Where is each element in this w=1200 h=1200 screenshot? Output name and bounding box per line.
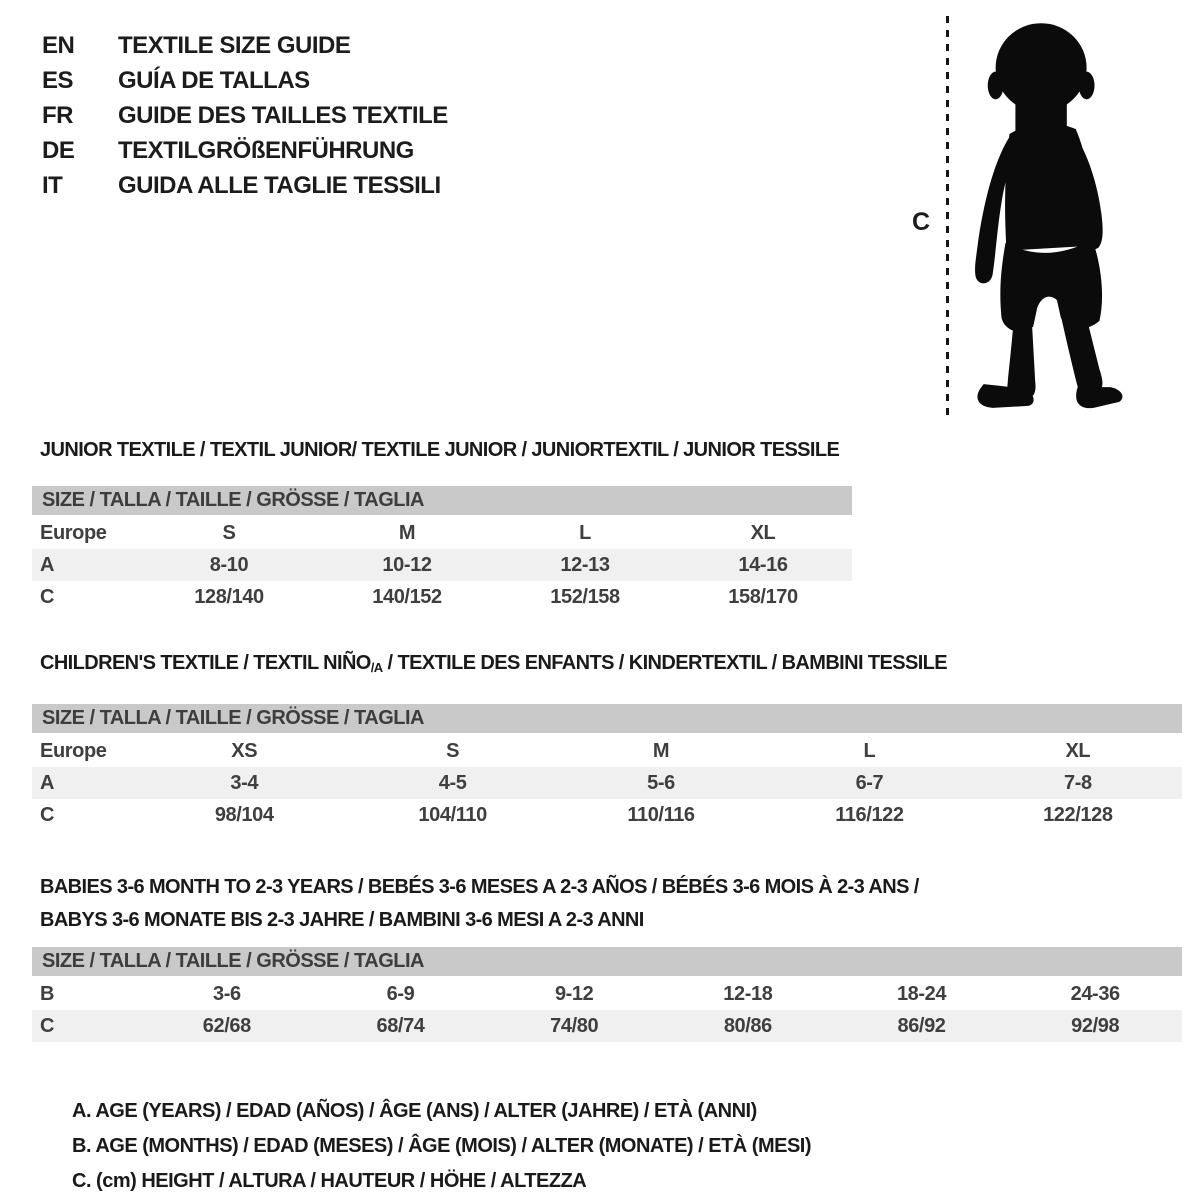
size-header-band-junior: SIZE / TALLA / TAILLE / GRÖSSE / TAGLIA xyxy=(32,486,852,515)
row-label: Europe xyxy=(40,739,107,762)
table-cell: 10-12 xyxy=(382,553,432,576)
title-text: / TEXTILE DES ENFANTS / KINDERTEXTIL / BAMBINI TESSILE xyxy=(382,652,948,674)
row-label: A xyxy=(40,553,55,576)
language-code: EN xyxy=(42,32,75,59)
table-cell: S xyxy=(446,739,460,762)
section-childrens-textile xyxy=(32,651,1182,831)
section-title-junior: JUNIOR TEXTILE / TEXTIL JUNIOR/ TEXTILE JUNIOR / JUNIORTEXTIL / JUNIOR TESSILE xyxy=(40,439,840,461)
language-code: FR xyxy=(42,102,73,129)
row-label: C xyxy=(40,1014,55,1037)
table-cell: 92/98 xyxy=(1071,1014,1120,1037)
table-cell: XL xyxy=(750,521,776,544)
row-label: A xyxy=(40,771,55,794)
table-cell: 6-7 xyxy=(855,771,884,794)
size-guide-content xyxy=(0,438,1200,1199)
table-cell: 9-12 xyxy=(554,982,594,1005)
row-label: B xyxy=(40,982,55,1005)
table-row-age xyxy=(32,767,1182,799)
height-measure-label: C xyxy=(912,208,931,236)
table-cell: 62/68 xyxy=(202,1014,251,1037)
table-cell: 98/104 xyxy=(214,803,274,826)
height-measure-figure xyxy=(0,0,1200,420)
table-cell: 3-6 xyxy=(212,982,241,1005)
table-cell: 12-18 xyxy=(723,982,773,1005)
table-cell: S xyxy=(222,521,236,544)
table-row-months xyxy=(32,978,1182,1010)
table-cell: 104/110 xyxy=(418,803,487,826)
table-cell: 6-9 xyxy=(386,982,415,1005)
language-code: DE xyxy=(42,137,75,164)
row-label: C xyxy=(40,803,55,826)
section-title-babies xyxy=(40,871,1182,937)
language-code: ES xyxy=(42,67,74,94)
table-row-height xyxy=(32,581,852,613)
table-cell: 68/74 xyxy=(376,1014,425,1037)
table-cell: 7-8 xyxy=(1063,771,1092,794)
babies-title-line2: BABYS 3-6 MONATE BIS 2-3 JAHRE / BAMBINI 3-6 MESI A 2-3 ANNI xyxy=(40,909,644,931)
table-cell: 5-6 xyxy=(647,771,675,794)
size-header-band-children: SIZE / TALLA / TAILLE / GRÖSSE / TAGLIA xyxy=(32,704,1182,733)
table-cell: 86/92 xyxy=(897,1014,946,1037)
size-header-band-babies: SIZE / TALLA / TAILLE / GRÖSSE / TAGLIA xyxy=(32,947,1182,976)
table-cell: 110/116 xyxy=(627,803,695,826)
table-cell: 18-24 xyxy=(896,982,947,1005)
table-row-europe xyxy=(32,735,1182,767)
language-title: GUIDE DES TAILLES TEXTILE xyxy=(118,102,448,129)
table-row-height xyxy=(32,1010,1182,1042)
language-title: TEXTILE SIZE GUIDE xyxy=(118,32,351,59)
table-cell: M xyxy=(652,739,670,762)
language-title: TEXTILGRÖßENFÜHRUNG xyxy=(118,137,414,164)
table-row-height xyxy=(32,799,1182,831)
toddler-silhouette-icon xyxy=(962,18,1140,418)
children-size-table xyxy=(32,735,1182,831)
language-title: GUÍA DE TALLAS xyxy=(118,67,310,94)
language-code: IT xyxy=(42,172,63,199)
section-title-children xyxy=(40,651,1182,680)
table-cell: 140/152 xyxy=(372,585,442,608)
table-cell: 116/122 xyxy=(835,803,904,826)
junior-size-table xyxy=(32,517,852,613)
table-cell: 80/86 xyxy=(723,1014,772,1037)
table-cell: 122/128 xyxy=(1043,803,1113,826)
row-label: C xyxy=(40,585,55,608)
table-cell: XL xyxy=(1065,739,1091,762)
section-babies-textile xyxy=(32,871,1182,1042)
table-cell: L xyxy=(579,521,591,544)
table-cell: M xyxy=(398,521,416,544)
section-junior-textile xyxy=(32,438,1182,613)
table-cell: 12-13 xyxy=(560,553,610,576)
table-cell: 3-4 xyxy=(230,771,259,794)
legend-line-a: A. AGE (YEARS) / EDAD (AÑOS) / ÂGE (ANS) / ALTER (JAHRE) / ETÀ (ANNI) xyxy=(72,1100,757,1122)
table-cell: 14-16 xyxy=(738,553,788,576)
title-text: CHILDREN'S TEXTILE / TEXTIL NIÑO xyxy=(40,652,371,674)
table-cell: XS xyxy=(231,739,258,762)
table-cell: 128/140 xyxy=(194,585,264,608)
legend-line-c: C. (cm) HEIGHT / ALTURA / HAUTEUR / HÖHE / ALTEZZA xyxy=(72,1170,587,1192)
table-cell: 8-10 xyxy=(209,553,249,576)
table-cell: L xyxy=(863,739,876,762)
row-label: Europe xyxy=(40,521,107,544)
babies-size-table xyxy=(32,978,1182,1042)
table-row-europe xyxy=(32,517,852,549)
table-row-age xyxy=(32,549,852,581)
table-cell: 4-5 xyxy=(438,771,467,794)
title-subscript: /A xyxy=(370,660,383,675)
table-cell: 74/80 xyxy=(550,1014,599,1037)
header xyxy=(0,0,1200,420)
measure-legend xyxy=(72,1094,1182,1199)
legend-line-b: B. AGE (MONTHS) / EDAD (MESES) / ÂGE (MOIS) / ALTER (MONATE) / ETÀ (MESI) xyxy=(72,1135,812,1157)
language-title: GUIDA ALLE TAGLIE TESSILI xyxy=(118,172,441,199)
height-dashed-line-icon xyxy=(946,16,949,416)
table-cell: 158/170 xyxy=(728,585,798,608)
table-cell: 24-36 xyxy=(1070,982,1120,1005)
babies-title-line1: BABIES 3-6 MONTH TO 2-3 YEARS / BEBÉS 3-6 MESES A 2-3 AÑOS / BÉBÉS 3-6 MOIS À 2-3 ANS / xyxy=(40,876,919,898)
table-cell: 152/158 xyxy=(550,585,620,608)
